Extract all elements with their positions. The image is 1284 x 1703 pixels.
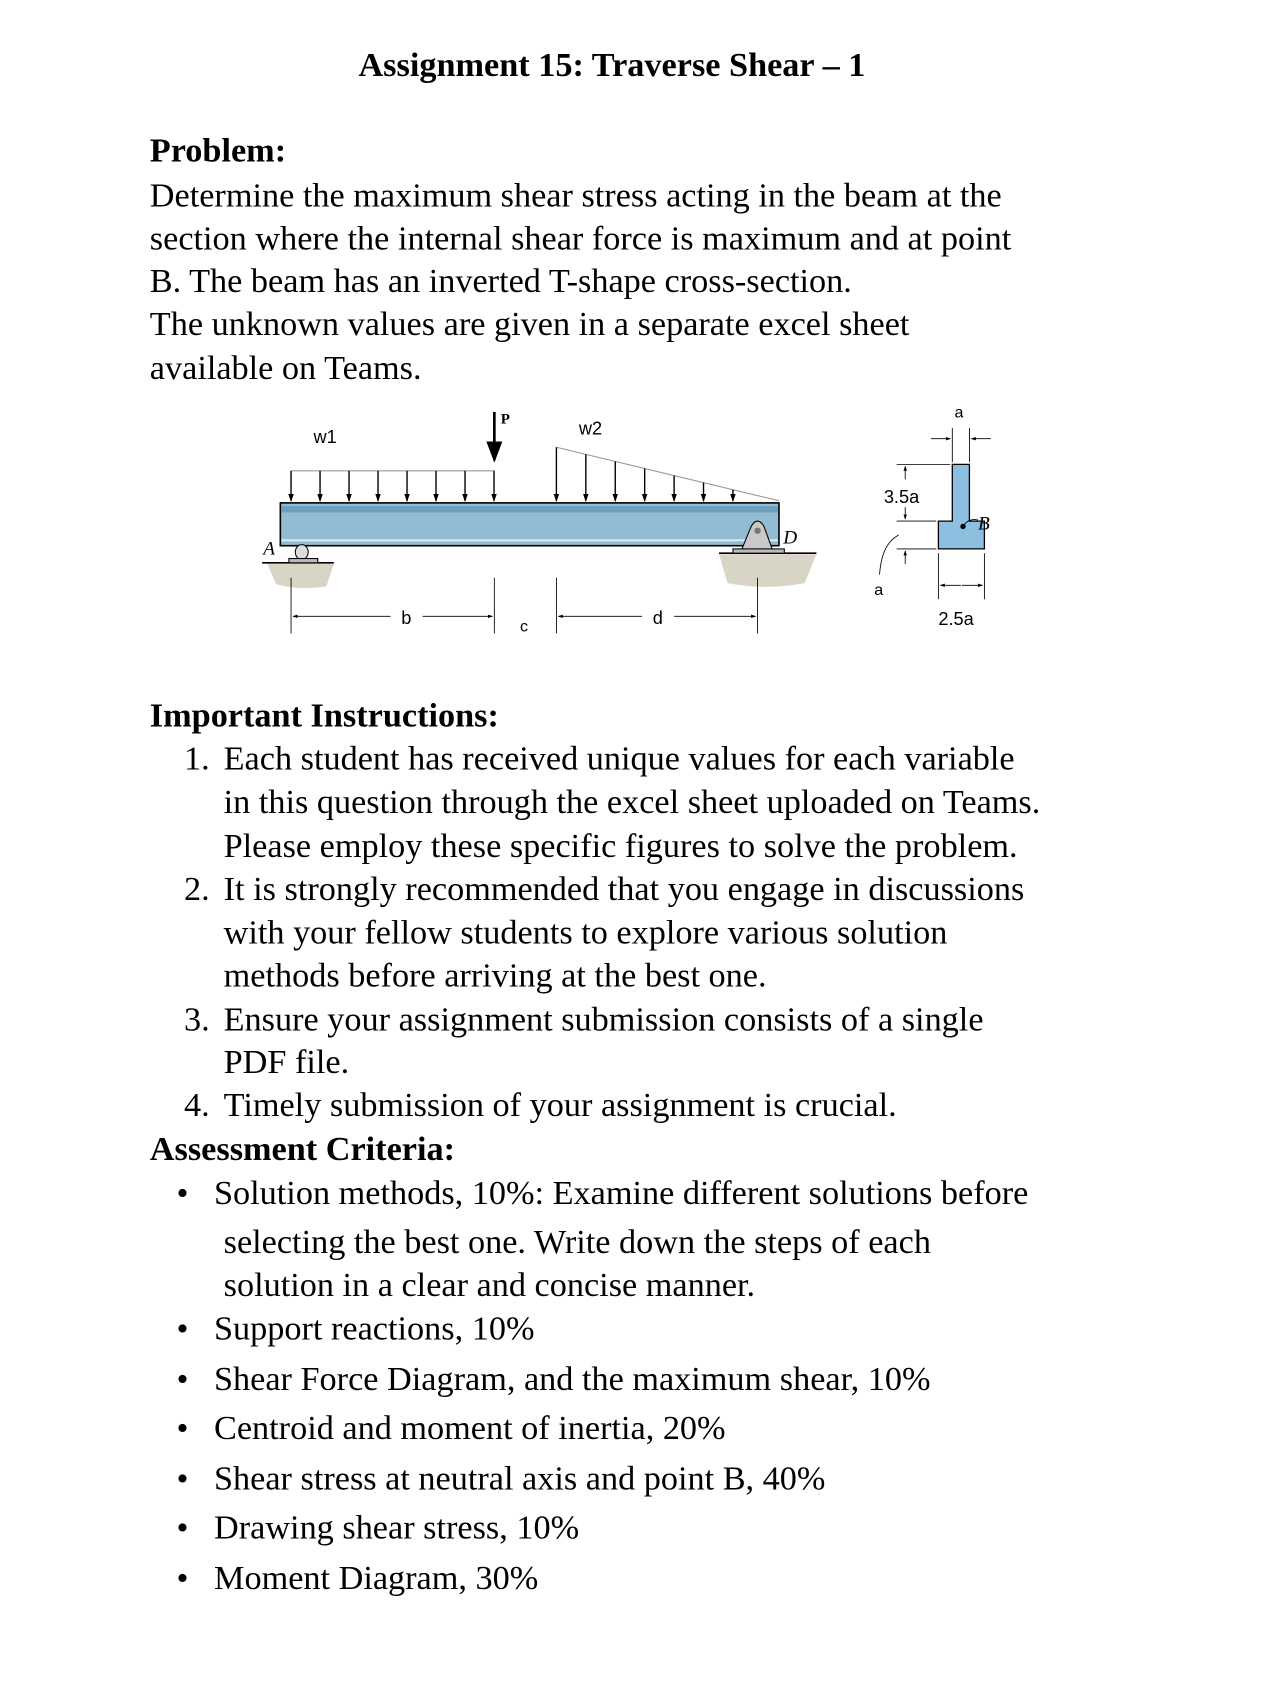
criteria-text: Moment Diagram, 30% [214, 1557, 539, 1597]
label-stem-height: 3.5a [883, 486, 920, 507]
problem-text: available on Teams. [149, 347, 422, 387]
assessment-heading: Assessment Criteria: [149, 1128, 456, 1168]
ground-support-a [262, 563, 334, 588]
pin-base [733, 549, 784, 553]
bullet-icon: • [176, 1358, 189, 1398]
label-flange-thickness: a [874, 580, 884, 599]
bullet-icon: • [176, 1308, 189, 1348]
label-b: b [401, 607, 412, 628]
problem-text: The unknown values are given in a separate excel sheet [149, 303, 910, 343]
bullet-icon: • [176, 1507, 189, 1547]
criteria-text: Solution methods, 10%: Examine different solutions before [214, 1172, 1029, 1212]
label-a-support: A [263, 538, 275, 560]
section-dimensions [880, 428, 991, 599]
bullet-icon: • [176, 1458, 189, 1497]
criteria-text: Shear Force Diagram, and the maximum shear, 10% [214, 1358, 931, 1398]
criteria-text: solution in a clear and concise manner. [223, 1264, 756, 1304]
instruction-text: in this question through the excel sheet uploaded on Teams. [223, 782, 1041, 821]
instruction-number: 2. [184, 868, 210, 908]
problem-text: section where the internal shear force is maximum and at point [149, 218, 1012, 257]
pin-icon [754, 528, 760, 534]
problem-text: Determine the maximum shear stress acting in the beam at the [149, 175, 1002, 215]
problem-heading: Problem: [149, 130, 287, 170]
criteria-text: selecting the best one. Write down the steps of each [223, 1221, 931, 1261]
bullet-icon: • [176, 1557, 189, 1597]
beam-flange-stripe [281, 506, 777, 512]
label-w1: w1 [313, 426, 337, 447]
ground-support-d [719, 553, 816, 587]
label-point-b: B [977, 513, 990, 535]
instruction-text: Ensure your assignment submission consists of a single [223, 999, 984, 1038]
roller-support-icon [295, 545, 308, 560]
criteria-text: Drawing shear stress, 10% [214, 1507, 580, 1547]
w1-distributed-load [291, 471, 494, 501]
label-d: d [652, 607, 663, 628]
label-p: P [500, 411, 510, 428]
w2-triangular-load [556, 447, 733, 501]
instruction-number: 3. [184, 999, 210, 1038]
label-a-top: a [954, 403, 964, 422]
label-d-support: D [783, 527, 798, 549]
criteria-text: Shear stress at neutral axis and point B, 40% [214, 1458, 826, 1497]
roller-base [289, 559, 318, 563]
criteria-text: Support reactions, 10% [214, 1308, 535, 1348]
instruction-text: Each student has received unique values for each variable [223, 738, 1015, 777]
w2-load-line [556, 447, 779, 501]
bullet-icon: • [176, 1408, 189, 1447]
bullet-icon: • [176, 1172, 189, 1212]
problem-text: B. The beam has an inverted T-shape cross-section. [149, 261, 852, 300]
instruction-text: PDF file. [223, 1042, 350, 1081]
page-title: Assignment 15: Traverse Shear – 1 [358, 44, 866, 84]
instruction-number: 1. [184, 738, 210, 777]
label-flange-width: 2.5a [938, 608, 974, 629]
instructions-heading: Important Instructions: [149, 695, 499, 735]
instruction-text: Timely submission of your assignment is crucial. [223, 1084, 897, 1124]
criteria-text: Centroid and moment of inertia, 20% [214, 1408, 726, 1447]
label-c: c [520, 617, 529, 636]
instruction-text: It is strongly recommended that you engage in discussions [223, 868, 1025, 908]
instruction-text: Please employ these specific figures to solve the problem. [223, 826, 1018, 865]
instruction-number: 4. [184, 1084, 210, 1124]
instruction-text: with your fellow students to explore various solution [223, 912, 948, 952]
label-w2: w2 [578, 418, 603, 439]
instruction-text: methods before arriving at the best one. [223, 955, 767, 995]
t-cross-section [938, 464, 984, 549]
